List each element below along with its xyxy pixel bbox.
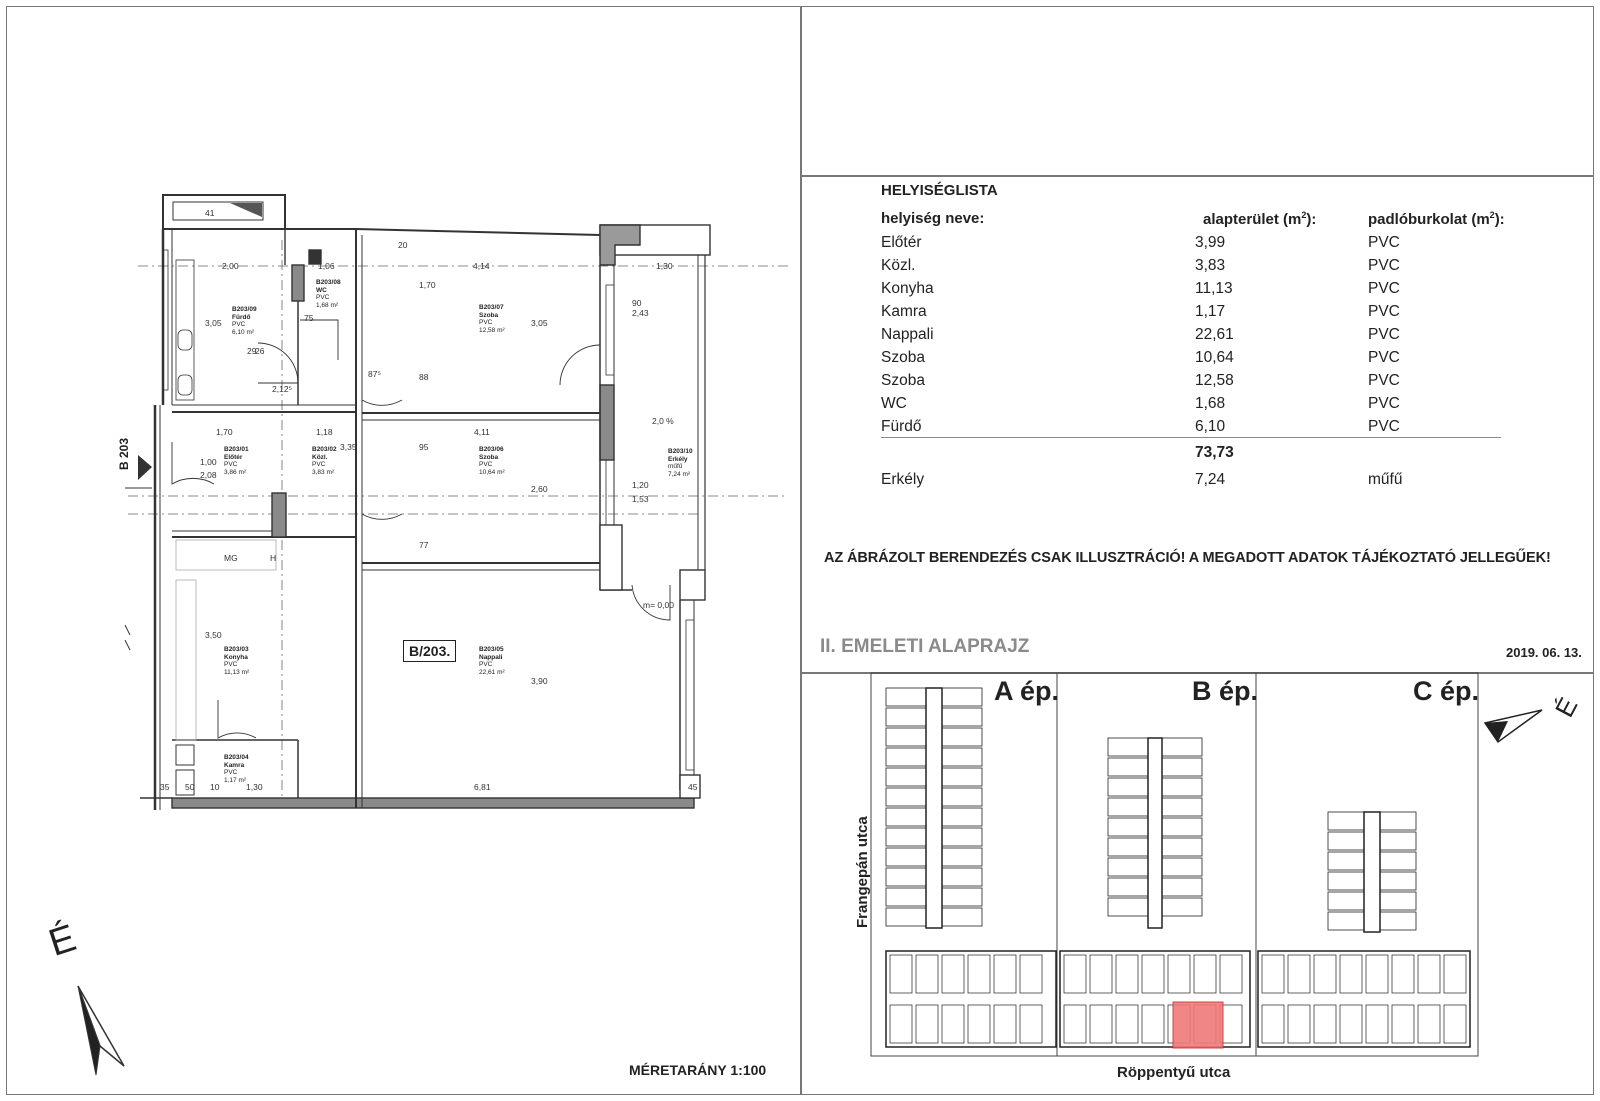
col-area-tail: ): xyxy=(1306,211,1317,228)
room-list-area: 10,64 xyxy=(1195,349,1234,366)
col-area-text: alapterület (m xyxy=(1203,211,1302,228)
dimension-label: 29 xyxy=(247,346,257,356)
room-label xyxy=(479,646,505,676)
disclaimer: AZ ÁBRÁZOLT BERENDEZÉS CSAK ILLUSZTRÁCIÓ! A MEGADOTT ADATOK TÁJÉKOZTATÓ JELLEGŰEK! xyxy=(824,550,1551,566)
room-list-name: Előtér xyxy=(881,234,922,251)
dimension-label: 10 xyxy=(210,782,220,792)
room-list-name: Közl. xyxy=(881,257,916,274)
room-label-code: B203/07 xyxy=(479,304,504,311)
room-label xyxy=(479,304,505,334)
room-label xyxy=(224,446,249,476)
building-b-label: B ép. xyxy=(1192,676,1259,706)
dimension-label: 90 xyxy=(632,298,642,308)
room-label-area: 1,68 m² xyxy=(316,301,339,309)
dimension-label: 3,35 xyxy=(340,442,357,452)
dimension-label: 50 xyxy=(185,782,195,792)
dimension-label: 26 xyxy=(255,346,265,356)
room-label xyxy=(479,446,505,476)
dimension-label: 2,12⁵ xyxy=(272,384,293,394)
dimension-label: 88 xyxy=(419,372,429,382)
room-label-code: B203/01 xyxy=(224,446,249,453)
room-list-col-area xyxy=(1203,210,1316,228)
room-list-title: HELYISÉGLISTA xyxy=(881,182,998,199)
room-label-code: B203/04 xyxy=(224,754,249,761)
room-list-floor: PVC xyxy=(1368,234,1400,251)
street-left-label: Frangepán utca xyxy=(854,816,871,928)
room-label xyxy=(232,306,257,336)
room-label-name: WC xyxy=(316,286,327,294)
room-label-area: 1,17 m² xyxy=(224,776,247,784)
dimension-label: 95 xyxy=(419,442,429,452)
room-label-finish: PVC xyxy=(224,661,238,668)
dimension-label: 3,05 xyxy=(531,318,548,328)
dimension-label: 4,14 xyxy=(473,261,490,271)
scale-label: MÉRETARÁNY 1:100 xyxy=(629,1062,767,1078)
room-label xyxy=(224,646,249,676)
room-label-code: B203/08 xyxy=(316,279,341,286)
room-label-finish: PVC xyxy=(479,661,493,668)
room-label xyxy=(668,448,693,478)
room-label-name: Fürdő xyxy=(232,313,251,321)
col-floor-sup: 2 xyxy=(1489,210,1495,220)
dimension-label: 1,53 xyxy=(632,494,649,504)
site-north-label: É xyxy=(1548,692,1584,722)
room-label-name: Nappali xyxy=(479,653,503,661)
col-floor-tail: ): xyxy=(1494,211,1505,228)
room-label-code: B203/03 xyxy=(224,646,249,653)
room-label-area: 7,24 m² xyxy=(668,470,691,478)
dimension-label: 3,50 xyxy=(205,630,222,640)
room-list-name: Kamra xyxy=(881,303,927,320)
unit-label: B/203. xyxy=(403,640,456,662)
dimension-label: 3,90 xyxy=(531,676,548,686)
room-list-floor: PVC xyxy=(1368,372,1400,389)
dimension-label: 87⁵ xyxy=(368,369,381,379)
balcony-name: Erkély xyxy=(881,471,925,488)
room-label-area: 3,83 m² xyxy=(312,468,335,476)
room-label xyxy=(312,446,337,476)
room-label-area: 12,58 m² xyxy=(479,326,505,334)
dimension-label: 1,70 xyxy=(216,427,233,437)
room-label-area: 11,13 m² xyxy=(224,668,250,676)
room-label-area: 22,61 m² xyxy=(479,668,505,676)
total-rule xyxy=(881,437,1501,438)
room-label-finish: PVC xyxy=(232,321,246,328)
balcony-floor: műfű xyxy=(1368,471,1403,488)
room-list-area: 3,99 xyxy=(1195,234,1226,251)
room-list-total: 73,73 xyxy=(1195,444,1234,461)
dimension-label: 75 xyxy=(304,313,314,323)
room-list-area: 1,17 xyxy=(1195,303,1226,320)
room-label-name: Kamra xyxy=(224,761,245,769)
room-label xyxy=(316,279,341,309)
section-marker: B 203 xyxy=(117,437,131,470)
room-list-name: Szoba xyxy=(881,349,925,366)
room-list-area: 3,83 xyxy=(1195,257,1226,274)
dimension-label: 1,00 xyxy=(200,457,217,467)
room-list-name: Nappali xyxy=(881,326,934,343)
room-list-name: WC xyxy=(881,395,907,412)
room-list-floor: PVC xyxy=(1368,349,1400,366)
room-label-name: Szoba xyxy=(479,453,499,461)
room-label xyxy=(224,754,249,784)
room-label-code: B203/06 xyxy=(479,446,504,453)
sheet-divider-vertical xyxy=(800,6,802,1095)
room-label-code: B203/05 xyxy=(479,646,504,653)
dimension-label: MG xyxy=(224,553,238,563)
dimension-label: 3,05 xyxy=(205,318,222,328)
floor-title: II. EMELETI ALAPRAJZ xyxy=(820,636,1030,657)
room-label-finish: PVC xyxy=(479,461,493,468)
room-label-code: B203/10 xyxy=(668,448,693,455)
sheet-divider-middle xyxy=(800,672,1594,674)
room-label-name: Konyha xyxy=(224,653,248,661)
dimension-label: 41 xyxy=(205,208,215,218)
room-label-area: 10,64 m² xyxy=(479,468,505,476)
dimension-label: 2,43 xyxy=(632,308,649,318)
dimension-label: 2,00 xyxy=(222,261,239,271)
dimension-label: 1,20 xyxy=(632,480,649,490)
room-list-name: Konyha xyxy=(881,280,934,297)
building-c-label: C ép. xyxy=(1413,676,1480,706)
dimension-label: H xyxy=(270,553,277,563)
balcony-area: 7,24 xyxy=(1195,471,1226,488)
room-list-name: Szoba xyxy=(881,372,925,389)
room-label-name: Előtér xyxy=(224,453,243,461)
dimension-label: 20 xyxy=(398,240,408,250)
room-label-finish: PVC xyxy=(224,461,238,468)
dimension-label: 77 xyxy=(419,540,429,550)
room-list-col-floor xyxy=(1368,210,1505,228)
room-label-code: B203/02 xyxy=(312,446,337,453)
room-list-floor: PVC xyxy=(1368,326,1400,343)
room-label-finish: PVC xyxy=(316,294,330,301)
room-list-floor: PVC xyxy=(1368,303,1400,320)
dimension-label: 6,81 xyxy=(474,782,491,792)
dimension-label: 2,08 xyxy=(200,470,217,480)
room-label-finish: PVC xyxy=(479,319,493,326)
dimension-label: 2,0 % xyxy=(652,416,674,426)
room-list-col-name: helyiség neve: xyxy=(881,210,985,227)
room-label-area: 6,10 m² xyxy=(232,328,255,336)
building-a-label: A ép. xyxy=(994,676,1060,706)
room-list-area: 22,61 xyxy=(1195,326,1234,343)
dimension-label: 1,18 xyxy=(316,427,333,437)
room-list-area: 11,13 xyxy=(1195,280,1233,297)
room-label-name: Közl. xyxy=(312,453,328,461)
sheet-divider-top xyxy=(800,175,1594,177)
room-list-area: 12,58 xyxy=(1195,372,1234,389)
dimension-label: 1,70 xyxy=(419,280,436,290)
plan-north-label: É xyxy=(43,917,82,965)
room-list-floor: PVC xyxy=(1368,418,1400,435)
room-label-name: Szoba xyxy=(479,311,499,319)
dimension-label: m= 0,00 xyxy=(643,600,674,610)
room-list-area: 6,10 xyxy=(1195,418,1226,435)
dimension-label: 2,60 xyxy=(531,484,548,494)
col-floor-text: padlóburkolat (m xyxy=(1368,211,1490,228)
dimension-label: 35 xyxy=(160,782,170,792)
room-label-finish: PVC xyxy=(224,769,238,776)
room-list-floor: PVC xyxy=(1368,395,1400,412)
room-label-name: Erkély xyxy=(668,455,688,463)
room-label-finish: műfű xyxy=(668,463,683,470)
dimension-label: 1,30 xyxy=(246,782,263,792)
col-area-sup: 2 xyxy=(1301,210,1307,220)
dimension-label: 45 xyxy=(688,782,698,792)
room-label-area: 3,86 m² xyxy=(224,468,247,476)
room-list-name: Fürdő xyxy=(881,418,922,435)
street-bottom-label: Röppentyű utca xyxy=(1117,1064,1231,1081)
room-label-code: B203/09 xyxy=(232,306,257,313)
dimension-label: 1,30 xyxy=(656,261,673,271)
room-list-floor: PVC xyxy=(1368,280,1400,297)
room-list-floor: PVC xyxy=(1368,257,1400,274)
date-label: 2019. 06. 13. xyxy=(1506,645,1582,660)
room-label-finish: PVC xyxy=(312,461,326,468)
dimension-label: 1,06 xyxy=(318,261,335,271)
room-list-area: 1,68 xyxy=(1195,395,1226,412)
dimension-label: 4,11 xyxy=(474,427,490,437)
